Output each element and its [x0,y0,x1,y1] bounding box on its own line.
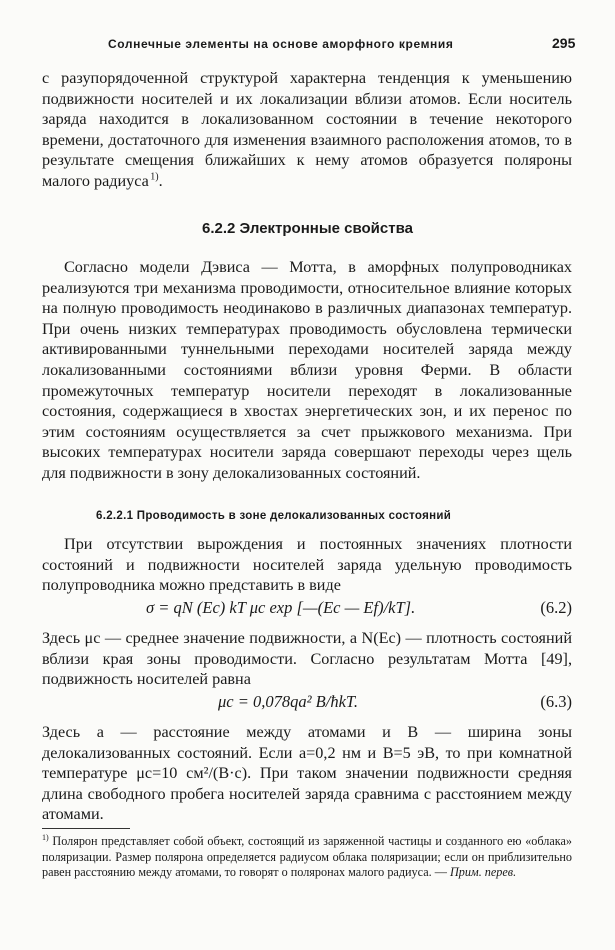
footnote-mark: 1) [42,832,49,842]
equation-6-2-formula: σ = qN (Ec) kT μc exp [—(Ec — Ef)/kT]. [146,598,416,617]
subsection-paragraph-3: Здесь a — расстояние между атомами и B — ширина зоны делокализованных состояний. Если a=0,2 нм и B=5 эВ, то при комнатной температуре μc=10 см²/(В·с). При таком значении подвижности средняя длина свободного пробега носителей заряда сравнима с расстоянием между атомами. [42,723,572,824]
section-paragraph: Согласно модели Дэвиса — Мотта, в аморфных полупроводниках реализуются три механизма проводимости, относительное влияние которых на полную проводимость неодинаково в различных диапазонах температур. При очень низких температурах проводимость обусловлена термически активированными туннельными переходами носителей заряда между локализованными состояниями вблизи уровня Ферми. В области промежуточных температур носители переходят в локализованные состояния, содержащиеся в хвостах энергетических зон, и их перенос по этим состояниям осуществляется за счет прыжкового механизма. При высоких температурах носители заряда совершают переходы через щель для подвижности в зону делокализованных состояний. [42,258,572,482]
paragraph-intro: с разупорядоченной структурой характерна тенденция к уменьшению подвижности носителей и их локализации вблизи атомов. Если носитель заряда находится в локализованном состоянии в течение некоторого времени, достаточного для изменения взаимного расположения атомов, то в результате смещения ближайших к нему атомов образуется поляроны малого радиуса $^{1)}$. [42,69,572,190]
equation-6-2-number: (6.2) [540,598,572,617]
page-number: 295 [552,35,576,51]
subsection-paragraph-2: Здесь μc — среднее значение подвижности, а N(Ec) — плотность состояний вблизи края зоны проводимости. Согласно результатам Мотта [49], подвижность носителей равна [42,629,572,689]
paragraph-intro-text: с разупорядоченной структурой характерна тенденция к уменьшению подвижности носителей и их локализации вблизи атомов. Если носитель заряда находится в локализованном состоянии в течение некоторого времени, достаточного для изменения взаимного расположения атомов, то в результате смещения ближайших к нему атомов образуется поляроны малого радиуса [42,69,572,190]
subsection-paragraph-1: При отсутствии вырождения и постоянных значениях плотности состояний и подвижности носителей заряда удельную проводимость полупроводника можно представить в виде [42,535,572,595]
equation-6-3-number: (6.3) [540,692,572,711]
running-title: Солнечные элементы на основе аморфного кремния [108,37,454,51]
subsection-heading: 6.2.2.1 Проводимость в зоне делокализованных состояний [96,510,452,522]
footnote-text: Полярон представляет собой объект, состоящий из заряженной частицы и созданного ею «облака» поляризации. Размер полярона определяется радиусом облака поляризации; если он приблизительно равен расстоянию между атомами, то говорят о поляронах малого радиуса. — [42,834,573,880]
section-heading: 6.2.2 Электронные свойства [202,220,413,237]
footnote-ref: 1) [150,171,159,183]
equation-6-3-formula: μc = 0,078qa² B/ħkT. [218,692,359,711]
footnote-editor-note: Прим. перев. [449,865,517,880]
footnote [42,834,572,881]
footnote-divider [42,828,130,829]
